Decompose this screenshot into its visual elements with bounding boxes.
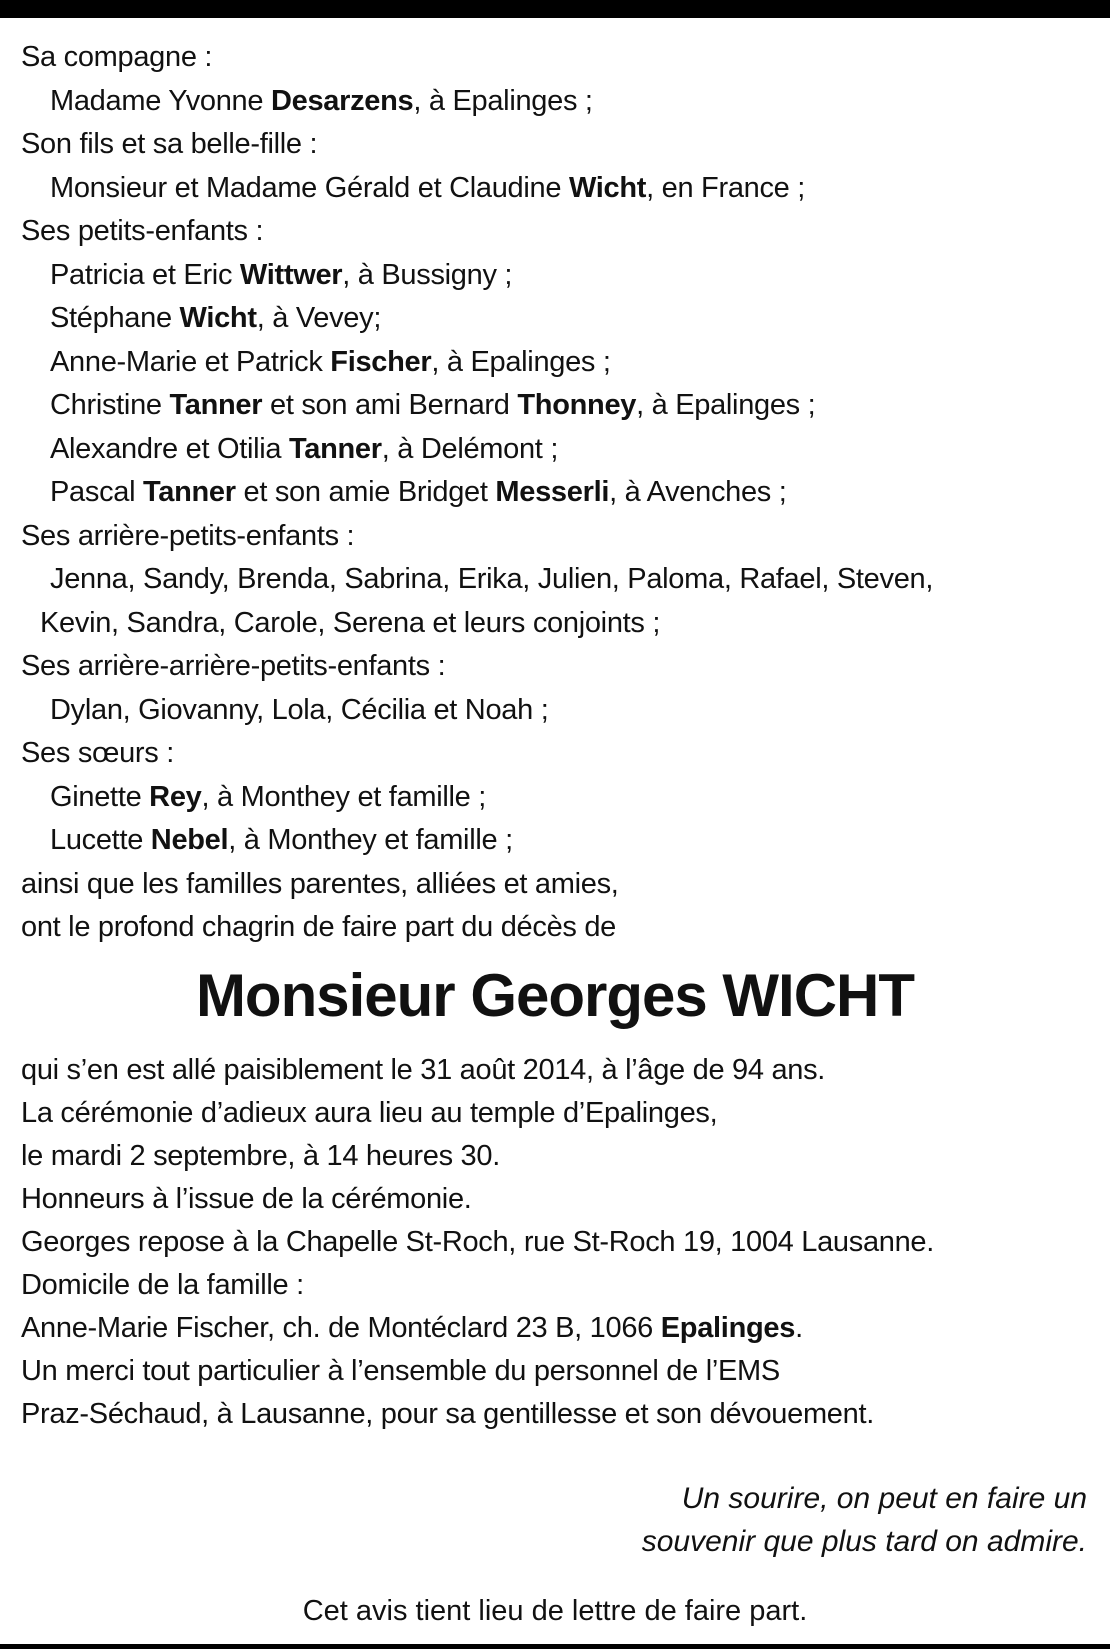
bottom-border	[0, 1644, 1110, 1649]
family-name: Rey	[149, 780, 202, 813]
text-segment: Ses petits-enfants :	[21, 215, 264, 247]
family-line	[21, 123, 1090, 167]
text-segment: Stéphane	[50, 302, 180, 334]
family-name: Wittwer	[239, 258, 343, 291]
text-segment: Monsieur et Madame Gérald et Claudine	[50, 171, 569, 204]
details-line	[21, 1393, 1090, 1436]
text-segment: Son fils et sa belle-fille :	[21, 128, 318, 160]
details-line	[21, 1264, 1090, 1307]
text-segment: Georges repose à la Chapelle St-Roch, rue St-Roch 19, 1004 Lausanne.	[21, 1226, 935, 1258]
text-segment: Lucette	[50, 824, 151, 856]
family-list	[21, 36, 1090, 950]
family-name: Thonney	[517, 389, 637, 421]
family-name: Epalinges	[660, 1312, 796, 1344]
text-segment: Alexandre et Otilia	[50, 432, 290, 465]
details-line	[21, 1350, 1090, 1393]
text-segment: Ses arrière-petits-enfants :	[21, 519, 355, 552]
text-segment: .	[795, 1312, 803, 1344]
text-segment: , à Avenches ;	[609, 476, 787, 508]
family-line	[21, 558, 1090, 602]
quote-line: Un sourire, on peut en faire un	[681, 1482, 1087, 1515]
family-line	[21, 515, 1090, 559]
family-line	[21, 384, 1090, 428]
family-line	[21, 80, 1090, 124]
text-segment: Ses arrière-arrière-petits-enfants :	[21, 650, 446, 682]
family-line	[21, 428, 1090, 472]
text-segment: le mardi 2 septembre, à 14 heures 30.	[21, 1140, 500, 1172]
family-line	[21, 36, 1090, 80]
family-name: Wicht	[179, 302, 257, 334]
family-line	[21, 732, 1090, 776]
family-line	[21, 210, 1090, 254]
text-segment: Madame Yvonne	[50, 84, 271, 117]
family-name: Messerli	[495, 476, 610, 508]
text-segment: , à Bussigny ;	[342, 258, 513, 291]
text-segment: La cérémonie d’adieux aura lieu au temple d’Epalinges,	[21, 1097, 718, 1129]
family-name: Tanner	[289, 432, 382, 465]
text-segment: Christine	[50, 389, 170, 421]
details-line	[21, 1135, 1090, 1178]
deceased-name: Monsieur Georges WICHT	[195, 962, 915, 1029]
text-segment: , à Epalinges ;	[413, 84, 593, 117]
ceremony-details	[21, 1049, 1090, 1436]
text-segment: Praz-Séchaud, à Lausanne, pour sa gentillesse et son dévouement.	[21, 1398, 874, 1430]
text-segment: , à Epalinges ;	[431, 345, 611, 378]
text-segment: Honneurs à l’issue de la cérémonie.	[21, 1183, 472, 1215]
details-line	[21, 1178, 1090, 1221]
text-segment: qui s’en est allé paisiblement le 31 août 2014, à l’âge de 94 ans.	[21, 1054, 826, 1086]
family-line	[21, 471, 1090, 515]
family-line	[21, 167, 1090, 211]
family-line	[21, 819, 1090, 863]
family-line	[21, 645, 1090, 689]
family-line	[21, 602, 1090, 646]
quote-line: souvenir que plus tard on admire.	[641, 1525, 1087, 1558]
family-line	[21, 776, 1090, 820]
text-segment: Anne-Marie Fischer, ch. de Montéclard 23 B, 1066	[21, 1312, 661, 1344]
text-segment: Ginette	[50, 780, 150, 813]
footer-note: Cet avis tient lieu de lettre de faire part.	[302, 1595, 808, 1627]
text-segment: Ses sœurs :	[21, 737, 174, 769]
family-name: Nebel	[150, 824, 229, 856]
family-line	[21, 254, 1090, 298]
text-segment: Un merci tout particulier à l’ensemble du personnel de l’EMS	[21, 1355, 780, 1387]
details-line	[21, 1307, 1090, 1350]
text-segment: ont le profond chagrin de faire part du décès de	[21, 911, 617, 943]
text-segment: et son ami Bernard	[262, 389, 518, 421]
text-segment: , à Vevey;	[256, 302, 382, 334]
text-segment: Anne-Marie et Patrick	[50, 345, 331, 378]
text-segment: , en France ;	[646, 171, 806, 204]
family-line	[21, 863, 1090, 907]
text-segment: Sa compagne :	[21, 41, 213, 73]
family-line	[21, 341, 1090, 385]
family-name: Tanner	[169, 389, 263, 421]
epitaph-quote	[642, 1477, 1087, 1563]
family-line	[21, 297, 1090, 341]
text-segment: , à Delémont ;	[381, 432, 559, 465]
text-segment: et son amie Bridget	[235, 476, 496, 508]
details-line	[21, 1049, 1090, 1092]
family-name: Wicht	[568, 171, 647, 204]
text-segment: Dylan, Giovanny, Lola, Cécilia et Noah ;	[50, 693, 549, 726]
family-line	[21, 689, 1090, 733]
text-segment: ainsi que les familles parentes, alliées et amies,	[21, 867, 619, 900]
text-segment: , à Monthey et famille ;	[228, 824, 513, 856]
family-name: Tanner	[143, 476, 236, 508]
family-name: Fischer	[330, 345, 432, 378]
text-segment: , à Monthey et famille ;	[201, 780, 487, 813]
top-border	[0, 0, 1110, 18]
details-line	[21, 1092, 1090, 1135]
text-segment: Kevin, Sandra, Carole, Serena et leurs conjoints ;	[40, 606, 661, 639]
text-segment: Pascal	[50, 476, 143, 508]
family-name: Desarzens	[270, 84, 414, 117]
text-segment: Patricia et Eric	[50, 258, 240, 291]
text-segment: , à Epalinges ;	[636, 389, 816, 421]
details-line	[21, 1221, 1090, 1264]
text-segment: Domicile de la famille :	[21, 1269, 304, 1301]
text-segment: Jenna, Sandy, Brenda, Sabrina, Erika, Julien, Paloma, Rafael, Steven,	[50, 563, 934, 595]
family-line	[21, 906, 1090, 950]
